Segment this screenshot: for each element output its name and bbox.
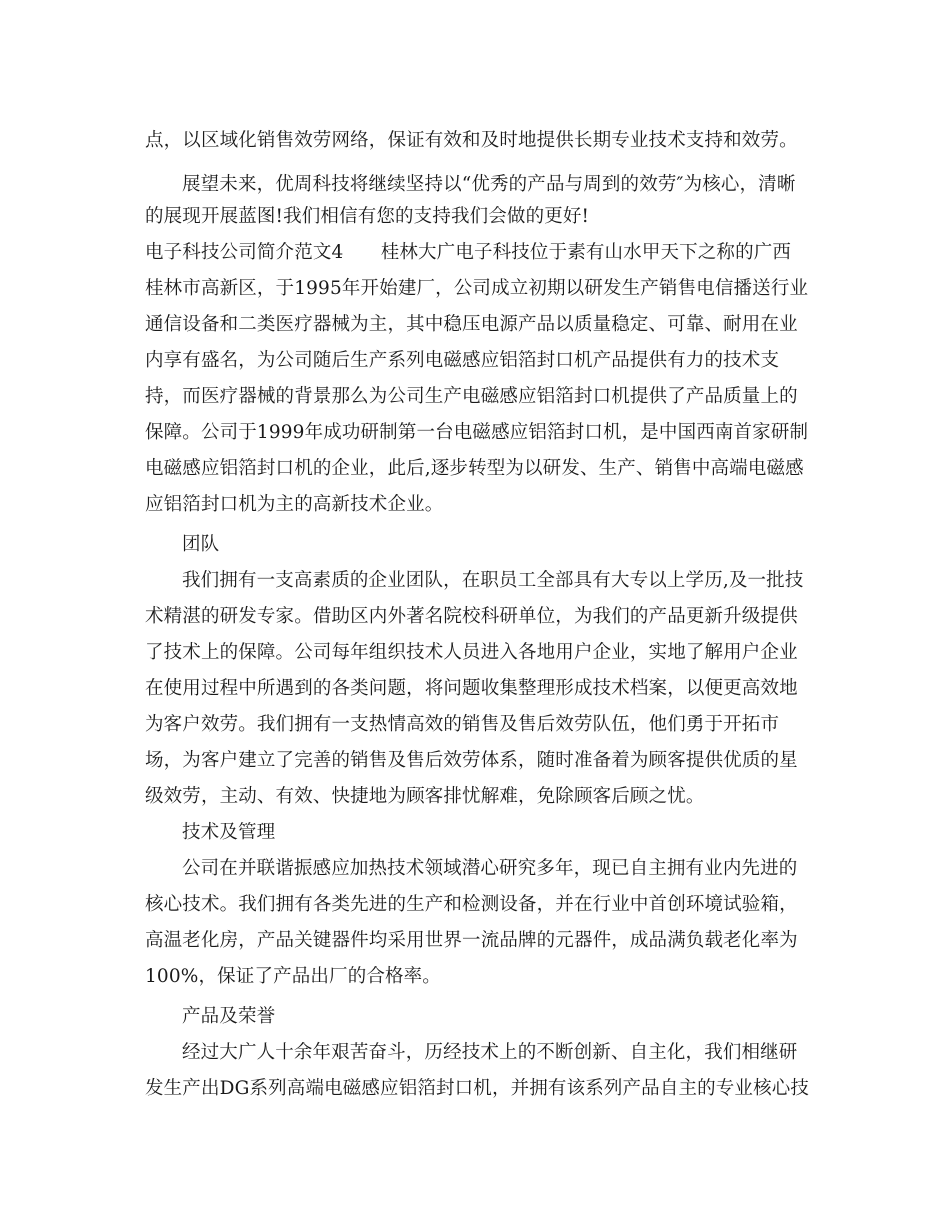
body-text-line: 发生产出DG系列高端电磁感应铝箔封口机，并拥有该系列产品自主的专业核心技	[145, 1078, 810, 1099]
subheading-products-honors: 产品及荣誉	[182, 1006, 276, 1027]
body-text-line: 了技术上的保障。公司每年组织技术人员进入各地用户企业，实地了解用户企业	[145, 642, 798, 663]
paragraph-first-line: 公司在并联谐振感应加热技术领域潜心研究多年，现已自主拥有业内先进的	[182, 858, 798, 879]
section-heading-line: 电子科技公司简介范文4 桂林大广电子科技位于素有山水甲天下之称的广西	[145, 242, 792, 263]
body-text-line: 通信设备和二类医疗器械为主，其中稳压电源产品以质量稳定、可靠、耐用在业	[145, 314, 798, 335]
body-text-line: 术精湛的研发专家。借助区内外著名院校科研单位，为我们的产品更新升级提供	[145, 606, 798, 627]
body-text-line: 保障。公司于1999年成功研制第一台电磁感应铝箔封口机，是中国西南首家研制	[145, 422, 809, 443]
paragraph-first-line: 我们拥有一支高素质的企业团队，在职员工全部具有大专以上学历,及一批技	[182, 570, 804, 591]
body-text-line: 应铝箔封口机为主的高新技术企业。	[145, 494, 444, 515]
body-text-line: 100%，保证了产品出厂的合格率。	[145, 966, 441, 987]
body-text-line: 级效劳，主动、有效、快捷地为顾客排忧解难，免除顾客后顾之忧。	[145, 786, 705, 807]
body-text-line: 高温老化房，产品关键器件均采用世界一流品牌的元器件，成品满负载老化率为	[145, 930, 798, 951]
subheading-team: 团队	[182, 534, 220, 555]
body-text-line: 在使用过程中所遇到的各类问题，将问题收集整理形成技术档案，以便更高效地	[145, 678, 798, 699]
body-text-line: 场，为客户建立了完善的销售及售后效劳体系，随时准备着为顾客提供优质的星	[145, 750, 798, 771]
body-text-line: 电磁感应铝箔封口机的企业，此后,逐步转型为以研发、生产、销售中高端电磁感	[145, 458, 804, 479]
body-text-line: 的展现开展蓝图!我们相信有您的支持我们会做的更好!	[145, 206, 590, 227]
body-text-line: 为客户效劳。我们拥有一支热情高效的销售及售后效劳队伍，他们勇于开拓市	[145, 714, 780, 735]
paragraph-first-line: 经过大广人十余年艰苦奋斗，历经技术上的不断创新、自主化，我们相继研	[182, 1042, 798, 1063]
body-text-line: 桂林市高新区，于1995年开始建厂，公司成立初期以研发生产销售电信播送行业	[145, 278, 809, 299]
paragraph-first-line: 展望未来，优周科技将继续坚持以“优秀的产品与周到的效劳″为核心，清晰	[182, 174, 796, 195]
body-text-line: 点，以区域化销售效劳网络，保证有效和及时地提供长期专业技术支持和效劳。	[145, 130, 798, 151]
body-text-line: 核心技术。我们拥有各类先进的生产和检测设备，并在行业中首创环境试验箱，	[145, 894, 798, 915]
body-text-line: 持，而医疗器械的背景那么为公司生产电磁感应铝箔封口机提供了产品质量上的	[145, 386, 798, 407]
body-text-line: 内享有盛名，为公司随后生产系列电磁感应铝箔封口机产品提供有力的技术支	[145, 350, 780, 371]
subheading-tech-management: 技术及管理	[182, 822, 276, 843]
